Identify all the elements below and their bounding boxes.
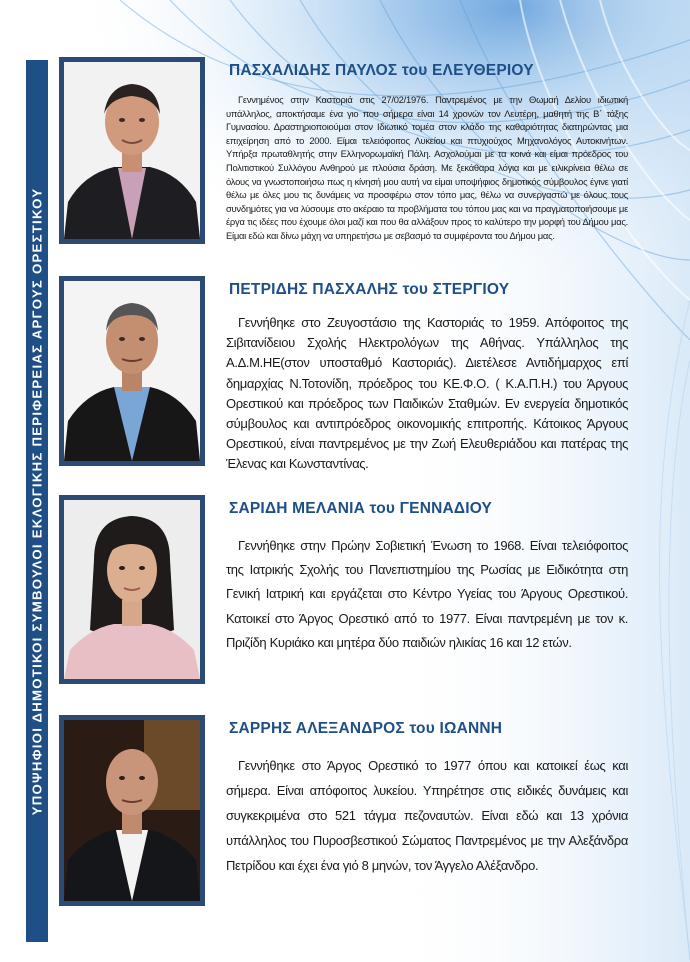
candidate-photo-frame [59, 276, 205, 466]
portrait-woman-icon [64, 500, 200, 679]
candidate-photo [64, 500, 200, 679]
candidate-photo [64, 720, 200, 901]
candidate-photo-frame [59, 715, 205, 906]
candidate-bio: Γεννήθηκε στο Άργος Ορεστικό το 1977 όπου και κατοικεί έως και σήμερα. Είναι απόφοιτος λυκείου. Υπηρέτησε στις ειδικές δυνάμεις και συγκεκριμένα στο 521 τάγμα πεζοναυτών. Είναι εδώ και 13 χρόνια υπάλληλος του Πυροσβεστικού Σώματος Παντρεμένος με την Αλεξάνδρα Πετρίδου και έχει ένα γιό 8 μηνών, τον Άγγελο Αλέξανδρο. [226, 758, 628, 873]
candidate-photo [64, 62, 200, 239]
candidate-photo [64, 281, 200, 461]
candidate-bio: Γεννημένος στην Καστοριά στις 27/02/1976. Παντρεμένος με την Θωμαή Δελίου ιδιωτική υπάλληλος, αποκτήσαμε ένα γιο που σήμερα είναι 14 χρονών τον Λευτέρη, μαθητή της Β΄ τάξης Γυμνασίου. Δραστηριοποιούμαι στον Ιδιωτικό τομέα στον κλάδο της καθαριότητας διατηρώντας μια επιχείρηση από το 2000. Είμαι τελειόφοιτος Λυκείου και πτυχιούχος Μηχανολόγος Αυτοκινήτων. Υπήρξα πρωταθλητής στην Ελληνορωμαϊκή Πάλη. Ασχολούμαι με τα κοινά και είμαι πρόεδρος του Πολιτιστικού Συλλόγου Ανθηρού με πλούσια δράση. Με ξεκάθαρα λόγια και με ειλικρίνεια θέλω σε όλους να γνωστοποιήσω πως η κίνησή μου αυτή να είμαι υποψήφιος δημοτικός σύμβουλος έγινε γιατί θέλω με όλες μου τις δυνάμεις να προσφέρω στον τόπο μας, θέλω να συνεργαστώ με όλους τους συνδημότες για να λύσουμε στο ακέραιο τα προβλήματα του τόπου μας και να πραγματοποιήσουμε με έργα τις ιδέες που έχουμε όλοι μαζί και που θα αλλάξουν προς το καλύτερο την μορφή του Δήμου μας. Είμαι εδώ και δίνω μάχη να υπηρετήσω με σεβασμό τα συμφέροντα του Δήμου μας. [226, 94, 628, 241]
portrait-man-icon [64, 62, 200, 239]
portrait-man-icon [64, 281, 200, 461]
candidate-name: ΣΑΡΡΗΣ ΑΛΕΞΑΝΔΡΟΣ του ΙΩΑΝΝΗ [229, 720, 503, 737]
candidate-name: ΠΑΣΧΑΛΙΔΗΣ ΠΑΥΛΟΣ του ΕΛΕΥΘΕΡΙΟΥ [229, 62, 534, 79]
candidate-name: ΣΑΡΙΔΗ ΜΕΛΑΝΙΑ του ΓΕΝΝΑΔΙΟΥ [229, 500, 493, 517]
candidate-name: ΠΕΤΡΙΔΗΣ ΠΑΣΧΑΛΗΣ του ΣΤΕΡΓΙΟΥ [229, 281, 510, 298]
candidate-photo-frame [59, 495, 205, 684]
sidebar-title-bar [26, 60, 48, 942]
candidate-photo-frame [59, 57, 205, 244]
candidate-bio: Γεννήθηκε στην Πρώην Σοβιετική Ένωση το 1968. Είναι τελειόφοιτος της Ιατρικής Σχολής του Πανεπιστημίου της Ρωσίας με Ειδικότητα στη Γενική Ιατρική και εργάζεται στο Κέντρο Υγείας του Άργους Ορεστικού. Κατοικεί στο Άργος Ορεστικό από το 1977. Είναι παντρεμένη με τον κ. Πριζίδη Κυριάκο και μητέρα δύο παιδιών ηλικίας 16 και 12 ετών. [226, 538, 628, 650]
candidate-bio: Γεννήθηκε στο Ζευγοστάσιο της Καστοριάς το 1959. Απόφοιτος της Σιβιτανίδειου Σχολής Ηλεκτρολόγων της Αθήνας. Υπάλληλος της Α.Δ.Μ.ΗΕ(στον υποσταθμό Καστοριάς). Διετέλεσε Αντιδήμαρχος επί δημαρχίας Ν.Τοτονίδη, πρόεδρος του ΚΕ.Φ.Ο. ( Κ.Α.Π.Η.) του Άργους Ορεστικού και πρόεδρος των Παιδικών Σταθμών. Εν ενεργεία δημοτικός σύμβουλος και αντιπρόεδρος οικονομικής επιτροπής. Κάτοικος Άργους Ορεστικού, είναι παντρεμένος με την Ζωή Ελευθεριάδου και πατέρας της Έλενας και Κωνσταντίνας. [226, 315, 628, 472]
portrait-man-icon [64, 720, 200, 901]
sidebar-title: ΥΠΟΨΗΦΙΟΙ ΔΗΜΟΤΙΚΟΙ ΣΥΜΒΟΥΛΟΙ ΕΚΛΟΓΙΚΗΣ ΠΕΡΙΦΕΡΕΙΑΣ ΑΡΓΟΥΣ ΟΡΕΣΤΙΚΟΥ [29, 187, 45, 815]
